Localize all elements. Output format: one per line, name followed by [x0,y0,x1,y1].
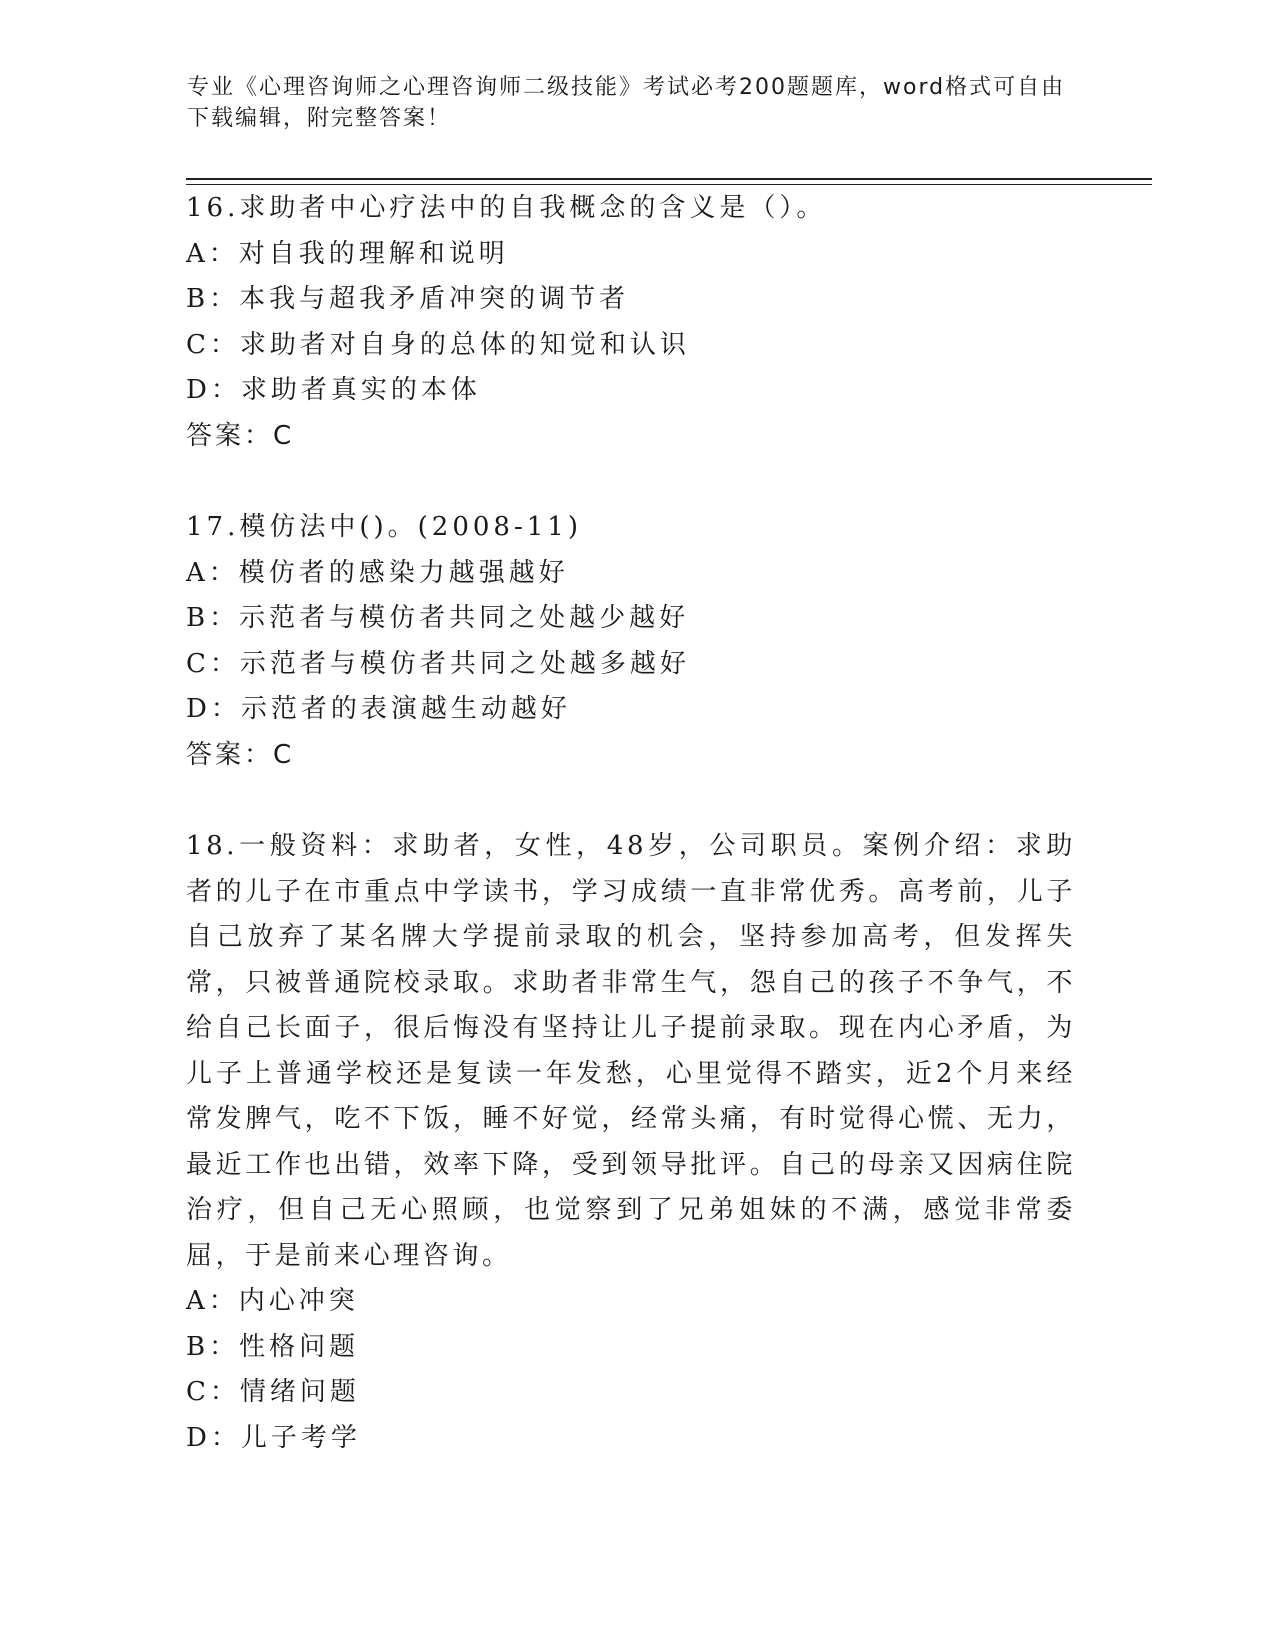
answer-label: 答案：C [186,739,295,770]
option-b: B：本我与超我矛盾冲突的调节者 [186,284,630,314]
option-a: A：内心冲突 [186,1286,359,1316]
question-17 [186,505,1086,778]
option-a: A：模仿者的感染力越强越好 [186,557,569,588]
question-16 [186,186,1086,459]
question-stem: 17.模仿法中()。(2008-11) [186,512,582,542]
answer-label: 答案：C [186,420,295,451]
option-c: C：求助者对自身的总体的知觉和认识 [186,329,690,360]
option-c: C：情绪问题 [186,1377,360,1407]
question-list [186,186,1086,1461]
question-stem: 16.求助者中心疗法中的自我概念的含义是（）。 [186,193,827,223]
option-a: A：对自我的理解和说明 [186,238,509,269]
option-d: D：儿子考学 [186,1422,361,1453]
option-b: B：性格问题 [186,1331,360,1362]
question-18 [186,824,1086,1461]
question-stem: 18.一般资料：求助者，女性，48岁，公司职员。案例介绍：求助者的儿子在市重点中学读书，学习成绩一直非常优秀。高考前，儿子自己放弃了某名牌大学提前录取的机会，坚持参加高考，但发挥失常，只被普通院校录取。求助者非常生气，怨自己的孩子不争气，不给自己长面子，很后悔没有坚持让儿子提前录取。现在内心矛盾，为儿子上普通学校还是复读一年发愁，心里觉得不踏实，近2个月来经常发脾气，吃不下饭，睡不好觉，经常头痛，有时觉得心慌、无力，最近工作也出错，效率下降，受到领导批评。自己的母亲又因病住院治疗，但自己无心照顾，也觉察到了兄弟姐妹的不满，感觉非常委屈，于是前来心理咨询。 [186,831,1076,1271]
option-d: D：求助者真实的本体 [186,375,481,405]
header-divider-thick [186,178,1152,180]
header-divider-thin [186,184,1152,185]
option-c: C：示范者与模仿者共同之处越多越好 [186,648,690,679]
option-d: D：示范者的表演越生动越好 [186,694,571,724]
option-b: B：示范者与模仿者共同之处越少越好 [186,603,690,633]
document-header: 专业《心理咨询师之心理咨询师二级技能》考试必考200题题库，word格式可自由下载编辑，附完整答案！ [187,75,1066,131]
